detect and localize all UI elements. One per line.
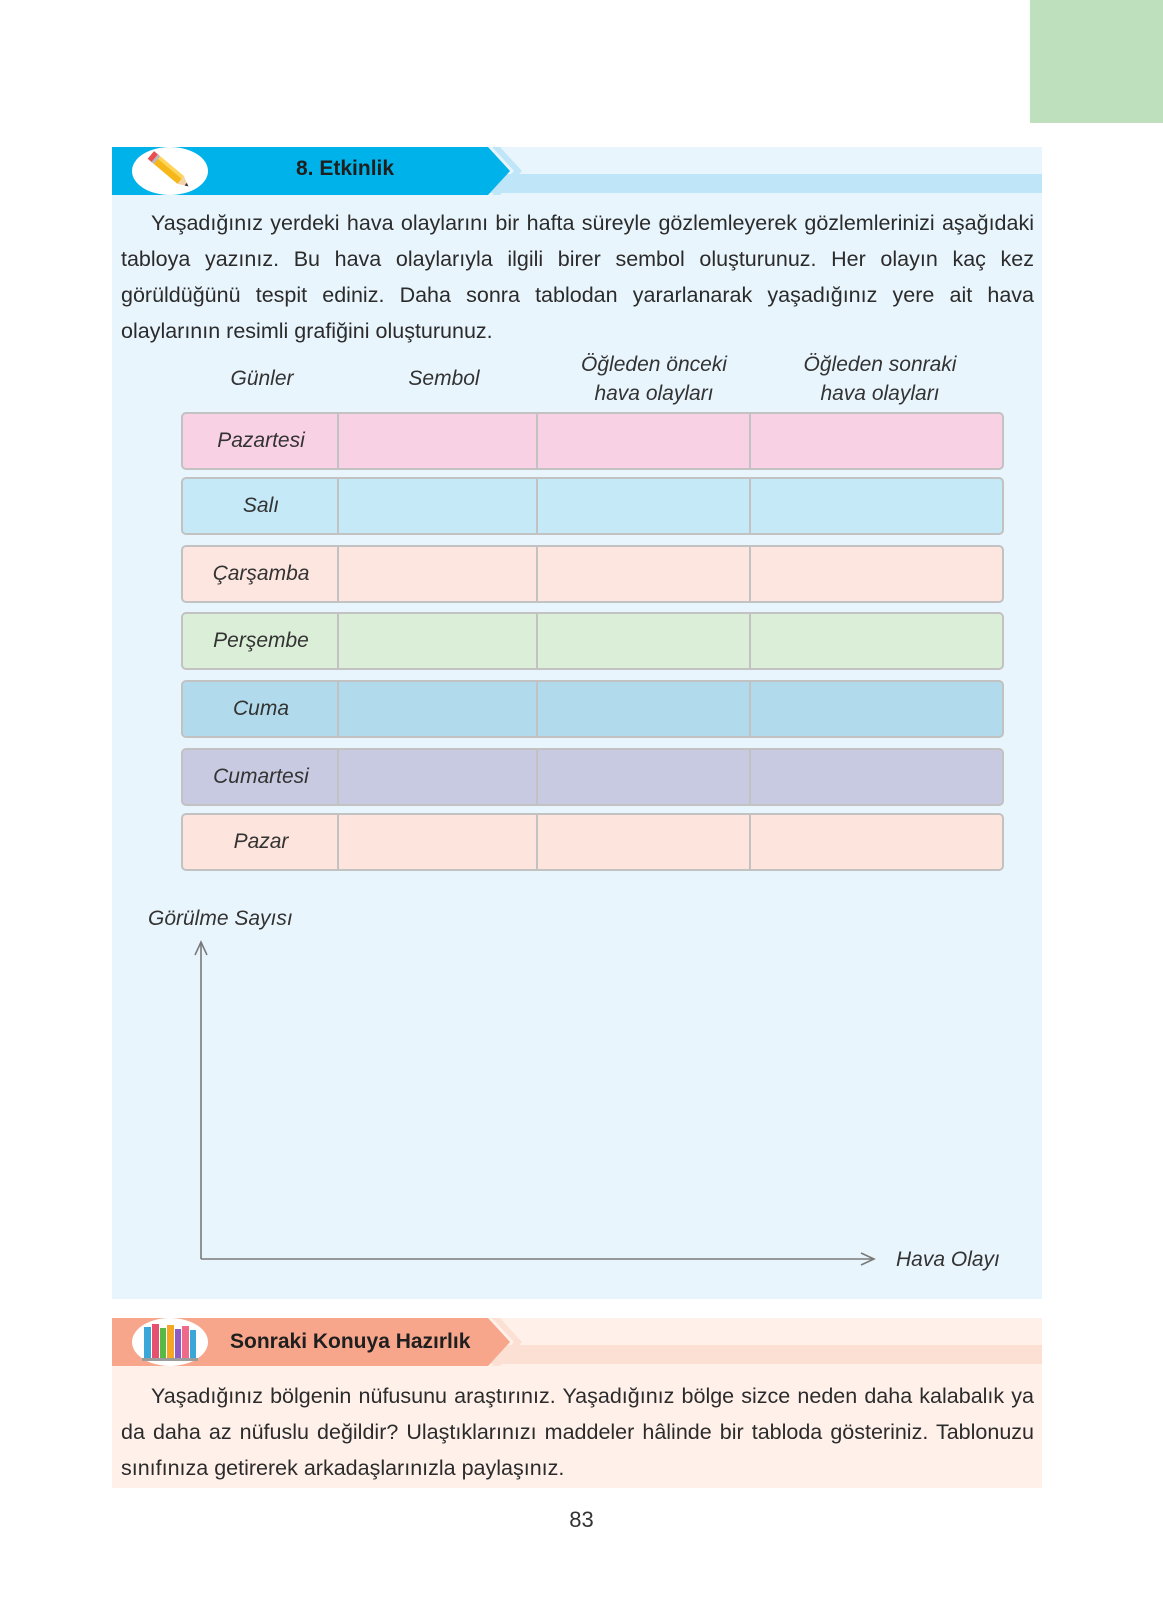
next-topic-icon-badge bbox=[132, 1318, 208, 1366]
next-topic-text: Yaşadığınız bölgenin nüfusunu araştırınız. Yaşadığınız bölge sizce neden daha kalabalık ya da daha az nüfuslu değildir? Ulaştıklarınızı maddeler hâlinde bir tabloda gösteriniz. Tablonuzu sınıfınıza getirerek arkadaşlarınızla paylaşınız. bbox=[121, 1384, 1034, 1480]
page-number: 83 bbox=[569, 1507, 594, 1532]
day-label: Pazartesi bbox=[217, 429, 305, 452]
day-label: Çarşamba bbox=[212, 562, 310, 585]
day-label: Perşembe bbox=[213, 629, 309, 652]
day-label: Cumartesi bbox=[213, 765, 309, 788]
y-axis-label: Görülme Sayısı bbox=[148, 907, 293, 930]
books-icon bbox=[132, 1318, 208, 1366]
day-label: Cuma bbox=[232, 697, 290, 720]
next-topic-paragraph bbox=[121, 1378, 1034, 1486]
activity-title: 8. Etkinlik bbox=[296, 157, 395, 180]
header-morning-line1: Öğleden önceki bbox=[581, 353, 727, 376]
day-label: Salı bbox=[242, 494, 280, 517]
next-topic-title: Sonraki Konuya Hazırlık bbox=[230, 1330, 471, 1353]
header-symbol: Sembol bbox=[408, 367, 480, 390]
header-afternoon-line2: hava olayları bbox=[820, 382, 940, 405]
header-morning-line2: hava olayları bbox=[594, 382, 714, 405]
header-afternoon-line1: Öğleden sonraki bbox=[803, 353, 957, 376]
x-axis-label: Hava Olayı bbox=[896, 1248, 1000, 1271]
day-label: Pazar bbox=[233, 830, 289, 853]
header-days: Günler bbox=[230, 367, 294, 390]
activity-text: Yaşadığınız yerdeki hava olaylarını bir hafta süreyle gözlemleyerek gözlemlerinizi aşağıdaki tabloya yazınız. Bu hava olaylarıyla ilgili birer sembol oluşturunuz. Her olayın kaç kez görüldüğünü tespit ediniz. Daha sonra tablodan yararlanarak yaşadığınız yere ait hava olaylarının resimli grafiğini oluşturunuz. bbox=[121, 211, 1034, 343]
